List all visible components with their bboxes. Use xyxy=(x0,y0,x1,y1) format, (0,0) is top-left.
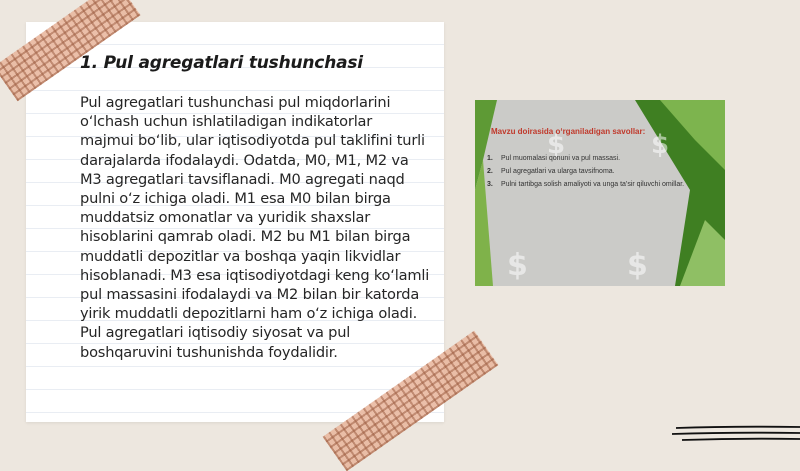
decorative-lines xyxy=(672,420,800,446)
section-body: Pul agregatlari tushunchasi pul miqdorlarini o‘lchash uchun ishlatiladigan indikatorlar majmui bo‘lib, ular iqtisodiyotda pul taklifini turli darajalarda ifodalaydi. Odatda, M0, M1, M2 va M3 agregatlari tavsiflanadi. M0 agregati naqd pulni o‘z ichiga oladi. M1 esa M0 bilan birga muddatsiz omonatlar va yuridik shaxslar hisoblarini qamrab oladi. M2 bu M1 bilan birga muddatli depozitlar va boshqa yaqin likvidlar hisoblanadi. M3 esa iqtisodiyotdagi keng ko‘lamli pul massasini ifodalaydi va M2 bilan bir katorda yirik muddatli depozitlarni ham o‘z ichiga oladi. Pul agregatlari iqtisodiy siyosat va pul boshqaruvini tushunishda foydalidir. xyxy=(80,94,430,361)
list-text: Pul muomalasi qonuni va pul massasi. xyxy=(501,155,621,162)
dollar-sign-icon: $ xyxy=(547,130,566,160)
dollar-sign-icon: $ xyxy=(627,248,648,283)
dollar-sign-icon: $ xyxy=(651,130,670,160)
dollar-sign-icon: $ xyxy=(507,248,528,283)
list-number: 2. xyxy=(487,168,493,175)
list-text: Pulni tartibga solish amaliyoti va unga ta’sir qiluvchi omillar. xyxy=(501,181,685,188)
section-title: 1. Pul agregatlari tushunchasi xyxy=(80,53,363,73)
slide-question-list xyxy=(487,154,707,193)
list-number: 1. xyxy=(487,155,493,162)
list-item xyxy=(487,167,707,177)
slide-heading: Mavzu doirasida o‘rganiladigan savollar: xyxy=(491,127,646,136)
slide-image xyxy=(475,100,725,286)
list-number: 3. xyxy=(487,181,493,188)
list-item xyxy=(487,180,707,190)
list-item xyxy=(487,154,707,164)
list-text: Pul agregatlari va ularga tavsifnoma. xyxy=(501,168,615,175)
